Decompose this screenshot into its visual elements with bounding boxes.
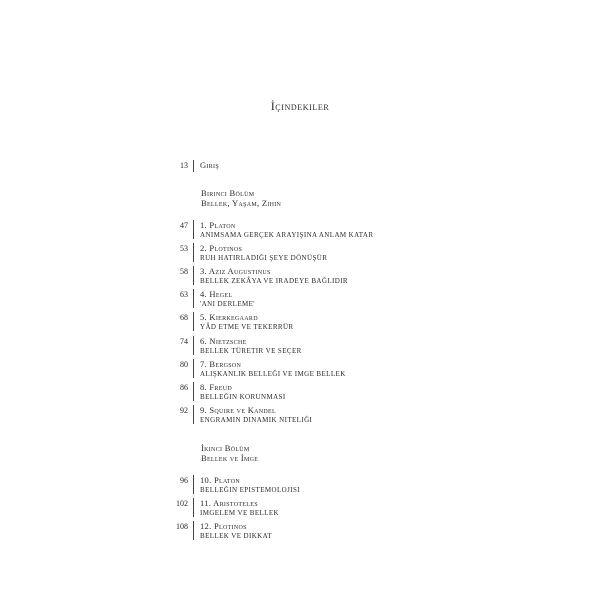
entry-text — [200, 498, 279, 518]
toc-entry — [0, 405, 600, 435]
entry-text — [200, 405, 312, 425]
separator-bar — [193, 382, 194, 401]
page-number: 86 — [180, 382, 188, 392]
part-title: Bellek ve İmge — [201, 453, 259, 463]
toc-intro-row — [0, 160, 600, 190]
entry-text — [200, 266, 348, 286]
separator-bar — [193, 243, 194, 262]
part-heading-1 — [201, 188, 281, 208]
page-number: 63 — [180, 290, 188, 300]
entry-text — [200, 475, 300, 495]
page-number: 74 — [180, 336, 188, 346]
part-number: Birinci Bölüm — [201, 188, 255, 198]
entry-title: 11. Aristoteles — [200, 498, 258, 508]
page-title: İçindekiler — [270, 99, 330, 113]
entry-title: 6. Nietzsche — [200, 335, 247, 346]
entry-title: Giriş — [200, 160, 219, 170]
page-number: 92 — [180, 405, 188, 415]
entry-subtitle: ENGRAMIN DINAMIK NITELIĞI — [200, 415, 313, 424]
entry-subtitle: RUH HATIRLADIĞI ŞEYE DÖNÜŞÜR — [200, 254, 328, 263]
entry-title: 7. Bergson — [200, 358, 242, 369]
page-number: 68 — [180, 313, 188, 323]
page-number: 47 — [180, 221, 188, 230]
entry-title: 8. Freud — [200, 381, 232, 392]
separator-bar — [193, 475, 194, 494]
entry-subtitle: IMGELEM VE BELLEK — [200, 509, 279, 517]
part-number: İkinci Bölüm — [201, 443, 250, 453]
page-number: 96 — [180, 476, 188, 485]
separator-bar — [193, 498, 194, 517]
entry-text — [200, 521, 272, 541]
entry-title: 4. Hegel — [200, 289, 233, 300]
separator-bar — [193, 359, 194, 378]
separator-bar — [193, 336, 194, 355]
page-number: 102 — [176, 499, 188, 508]
entry-text — [200, 382, 286, 402]
entry-subtitle: 'ANI DERLEME' — [200, 300, 255, 309]
separator-bar — [193, 405, 194, 424]
separator-bar — [193, 289, 194, 308]
page-number: 108 — [176, 522, 188, 531]
entry-title: 3. Aziz Augustinus — [200, 266, 271, 277]
entry-text — [200, 312, 294, 332]
page-number: 13 — [180, 161, 188, 170]
separator-bar — [193, 160, 194, 172]
entry-subtitle: ANIMSAMA GERÇEK ARAYIŞINA ANLAM KATAR — [200, 231, 374, 239]
separator-bar — [193, 521, 194, 540]
entry-title: 2. Plotinos — [200, 243, 243, 254]
page-number: 58 — [180, 267, 188, 277]
page-number: 80 — [180, 359, 188, 369]
entry-subtitle: ALIŞKANLIK BELLEĞI VE IMGE BELLEK — [200, 369, 346, 378]
entry-subtitle: YÂD ETME VE TEKERRÜR — [200, 323, 294, 332]
entry-subtitle: BELLEK VE DIKKAT — [200, 532, 272, 540]
part-title: Bellek, Yaşam, Zihin — [201, 198, 282, 208]
entry-subtitle: BELLEĞIN EPISTEMOLOJISI — [200, 486, 300, 494]
entry-subtitle: BELLEK ZEKÂYA VE IRADEYE BAĞLIDIR — [200, 277, 349, 286]
page-number: 53 — [180, 244, 188, 254]
entry-title: 1. Platon — [200, 220, 236, 230]
entry-subtitle: BELLEK TÜRETIR VE SEÇER — [200, 346, 302, 355]
entry-text — [200, 220, 373, 240]
separator-bar — [193, 266, 194, 285]
entry-text — [200, 289, 255, 309]
separator-bar — [193, 220, 194, 239]
entry-subtitle: BELLEĞIN KORUNMASI — [200, 392, 286, 401]
entry-title: 5. Kierkegaard — [200, 312, 258, 323]
entry-title: 9. Squire ve Kandel — [200, 404, 276, 415]
entry-text — [200, 336, 302, 356]
separator-bar — [193, 312, 194, 331]
part-heading-2 — [201, 443, 258, 463]
entry-text — [200, 359, 346, 379]
entry-text — [200, 243, 327, 263]
entry-title: 10. Platon — [200, 475, 241, 485]
toc-entry — [0, 521, 600, 551]
entry-title: 12. Plotinos — [200, 521, 247, 531]
